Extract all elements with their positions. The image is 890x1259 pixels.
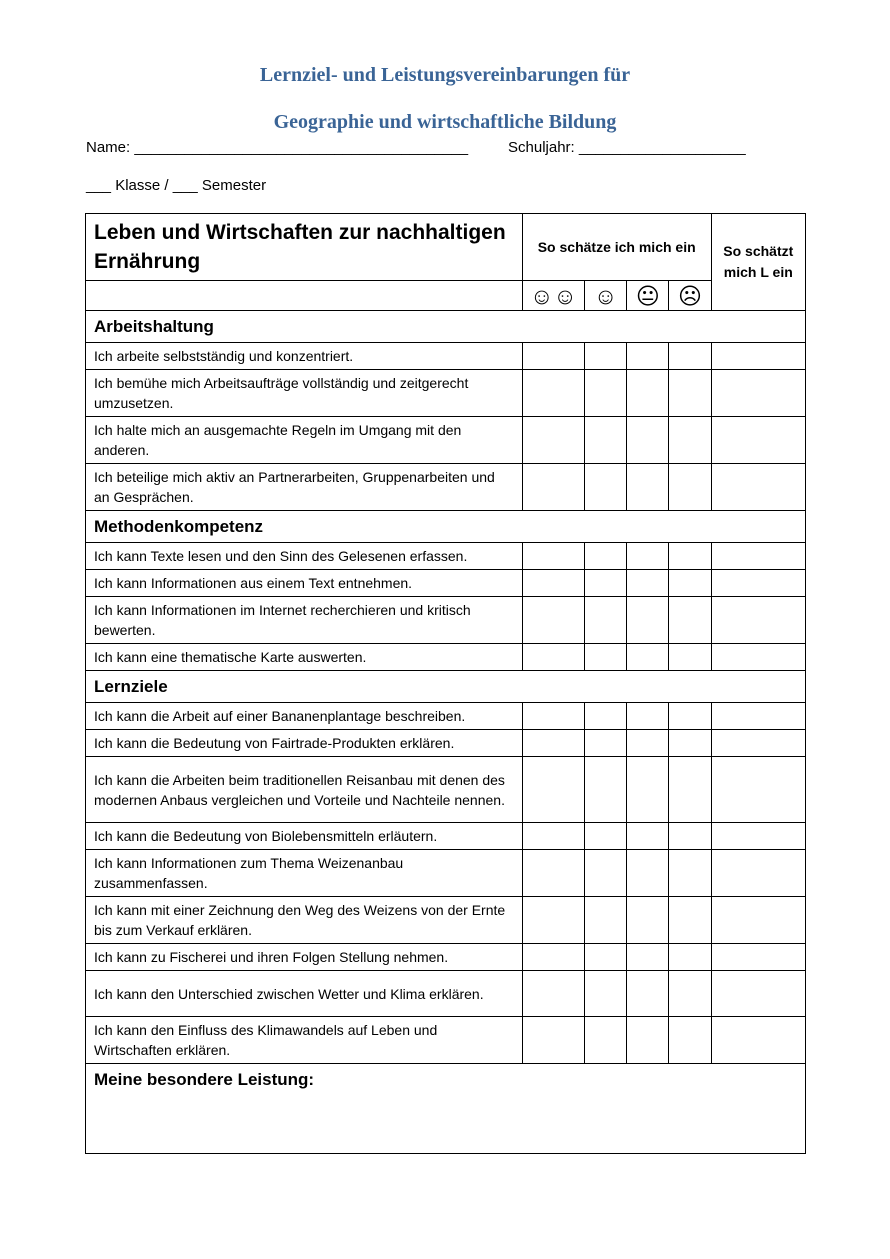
rating-neutral-cell[interactable] <box>627 343 669 370</box>
rating-neutral-cell[interactable] <box>627 570 669 597</box>
rating-poor-cell[interactable] <box>669 823 711 850</box>
rating-poor-cell[interactable] <box>669 1017 711 1064</box>
rating-very-good-cell[interactable] <box>522 1017 584 1064</box>
self-assessment-header: So schätze ich mich ein <box>522 214 711 281</box>
rating-good-cell[interactable] <box>585 823 627 850</box>
criterion-text: Ich kann mit einer Zeichnung den Weg des Weizens von der Ernte bis zum Verkauf erklären. <box>86 897 523 944</box>
rating-very-good-cell[interactable] <box>522 850 584 897</box>
teacher-rating-cell[interactable] <box>711 464 805 511</box>
teacher-rating-cell[interactable] <box>711 757 805 823</box>
name-field[interactable]: Name: ________________________________________ <box>86 139 469 156</box>
criterion-text: Ich kann die Bedeutung von Fairtrade-Produkten erklären. <box>86 730 523 757</box>
rating-neutral-cell[interactable] <box>627 644 669 671</box>
teacher-rating-cell[interactable] <box>711 644 805 671</box>
smiley-icon: ☺ <box>585 281 627 311</box>
rating-neutral-cell[interactable] <box>627 823 669 850</box>
table-row <box>86 597 806 644</box>
rating-good-cell[interactable] <box>585 464 627 511</box>
criterion-text: Ich kann den Unterschied zwischen Wetter und Klima erklären. <box>86 971 523 1017</box>
rating-very-good-cell[interactable] <box>522 543 584 570</box>
table-row <box>86 730 806 757</box>
rating-good-cell[interactable] <box>585 417 627 464</box>
rating-poor-cell[interactable] <box>669 343 711 370</box>
blank-header-cell <box>86 281 523 311</box>
criterion-text: Ich kann die Bedeutung von Biolebensmitteln erläutern. <box>86 823 523 850</box>
criterion-text: Ich kann eine thematische Karte auswerten. <box>86 644 523 671</box>
school-year-field[interactable]: Schuljahr: ____________________ <box>508 139 746 156</box>
rating-poor-cell[interactable] <box>669 850 711 897</box>
table-row <box>86 944 806 971</box>
neutral-face-icon: 😐 <box>627 281 669 311</box>
rating-poor-cell[interactable] <box>669 417 711 464</box>
criterion-text: Ich kann die Arbeiten beim traditionellen Reisanbau mit denen des modernen Anbaus vergleichen und Vorteile und Nachteile nennen. <box>86 757 523 823</box>
title-line-1: Lernziel- und Leistungsvereinbarungen für <box>259 64 631 86</box>
rating-neutral-cell[interactable] <box>627 597 669 644</box>
teacher-rating-cell[interactable] <box>711 850 805 897</box>
class-semester-field[interactable]: ___ Klasse / ___ Semester <box>86 177 267 194</box>
table-row <box>86 971 806 1017</box>
rating-poor-cell[interactable] <box>669 971 711 1017</box>
table-row <box>86 543 806 570</box>
rating-neutral-cell[interactable] <box>627 1017 669 1064</box>
teacher-rating-cell[interactable] <box>711 543 805 570</box>
special-performance-box[interactable]: Meine besondere Leistung: <box>86 1064 806 1154</box>
rating-good-cell[interactable] <box>585 757 627 823</box>
table-row <box>86 823 806 850</box>
criterion-text: Ich kann Informationen im Internet recherchieren und kritisch bewerten. <box>86 597 523 644</box>
rating-very-good-cell[interactable] <box>522 570 584 597</box>
rating-poor-cell[interactable] <box>669 703 711 730</box>
rating-poor-cell[interactable] <box>669 597 711 644</box>
rating-poor-cell[interactable] <box>669 543 711 570</box>
section-heading: Lernziele <box>86 671 806 703</box>
criterion-text: Ich halte mich an ausgemachte Regeln im Umgang mit den anderen. <box>86 417 523 464</box>
rating-very-good-cell[interactable] <box>522 644 584 671</box>
rating-good-cell[interactable] <box>585 944 627 971</box>
rating-very-good-cell[interactable] <box>522 971 584 1017</box>
rating-good-cell[interactable] <box>585 897 627 944</box>
criterion-text: Ich kann zu Fischerei und ihren Folgen Stellung nehmen. <box>86 944 523 971</box>
section-heading: Arbeitshaltung <box>86 311 806 343</box>
rating-good-cell[interactable] <box>585 971 627 1017</box>
rating-neutral-cell[interactable] <box>627 897 669 944</box>
table-row <box>86 370 806 417</box>
rating-very-good-cell[interactable] <box>522 823 584 850</box>
table-row <box>86 1017 806 1064</box>
rating-poor-cell[interactable] <box>669 944 711 971</box>
rating-good-cell[interactable] <box>585 370 627 417</box>
rating-poor-cell[interactable] <box>669 897 711 944</box>
main-heading: Leben und Wirtschaften zur nachhaltigen Ernährung <box>86 214 523 281</box>
criterion-text: Ich kann Informationen aus einem Text entnehmen. <box>86 570 523 597</box>
rating-very-good-cell[interactable] <box>522 370 584 417</box>
teacher-rating-cell[interactable] <box>711 370 805 417</box>
section-heading: Methodenkompetenz <box>86 511 806 543</box>
rating-very-good-cell[interactable] <box>522 703 584 730</box>
rating-poor-cell[interactable] <box>669 644 711 671</box>
rating-neutral-cell[interactable] <box>627 730 669 757</box>
rating-neutral-cell[interactable] <box>627 370 669 417</box>
rating-neutral-cell[interactable] <box>627 850 669 897</box>
criterion-text: Ich kann den Einfluss des Klimawandels auf Leben und Wirtschaften erklären. <box>86 1017 523 1064</box>
table-row <box>86 417 806 464</box>
rating-neutral-cell[interactable] <box>627 971 669 1017</box>
rating-very-good-cell[interactable] <box>522 417 584 464</box>
table-row <box>86 570 806 597</box>
rating-good-cell[interactable] <box>585 570 627 597</box>
rating-good-cell[interactable] <box>585 730 627 757</box>
rating-neutral-cell[interactable] <box>627 417 669 464</box>
rating-good-cell[interactable] <box>585 343 627 370</box>
rating-poor-cell[interactable] <box>669 757 711 823</box>
sad-face-icon: ☹ <box>669 281 711 311</box>
teacher-rating-cell[interactable] <box>711 971 805 1017</box>
teacher-rating-cell[interactable] <box>711 597 805 644</box>
teacher-rating-cell[interactable] <box>711 823 805 850</box>
rating-poor-cell[interactable] <box>669 464 711 511</box>
teacher-rating-cell[interactable] <box>711 730 805 757</box>
rating-very-good-cell[interactable] <box>522 944 584 971</box>
teacher-rating-cell[interactable] <box>711 570 805 597</box>
rating-very-good-cell[interactable] <box>522 730 584 757</box>
title-line-2: Geographie und wirtschaftliche Bildung <box>273 111 617 133</box>
table-row <box>86 644 806 671</box>
rating-good-cell[interactable] <box>585 597 627 644</box>
teacher-rating-cell[interactable] <box>711 417 805 464</box>
criterion-text: Ich kann Informationen zum Thema Weizenanbau zusammenfassen. <box>86 850 523 897</box>
table-row <box>86 703 806 730</box>
criterion-text: Ich kann Texte lesen und den Sinn des Gelesenen erfassen. <box>86 543 523 570</box>
criterion-text: Ich arbeite selbstständig und konzentriert. <box>86 343 523 370</box>
rating-good-cell[interactable] <box>585 703 627 730</box>
criterion-text: Ich kann die Arbeit auf einer Bananenplantage beschreiben. <box>86 703 523 730</box>
rating-poor-cell[interactable] <box>669 730 711 757</box>
rating-neutral-cell[interactable] <box>627 703 669 730</box>
rating-very-good-cell[interactable] <box>522 597 584 644</box>
rating-very-good-cell[interactable] <box>522 757 584 823</box>
table-row <box>86 757 806 823</box>
criterion-text: Ich bemühe mich Arbeitsaufträge vollständig und zeitgerecht umzusetzen. <box>86 370 523 417</box>
rating-good-cell[interactable] <box>585 850 627 897</box>
rating-very-good-cell[interactable] <box>522 343 584 370</box>
table-row <box>86 897 806 944</box>
rating-very-good-cell[interactable] <box>522 464 584 511</box>
teacher-rating-cell[interactable] <box>711 343 805 370</box>
rating-good-cell[interactable] <box>585 543 627 570</box>
rating-neutral-cell[interactable] <box>627 464 669 511</box>
rating-poor-cell[interactable] <box>669 570 711 597</box>
teacher-rating-cell[interactable] <box>711 1017 805 1064</box>
teacher-rating-cell[interactable] <box>711 703 805 730</box>
rating-neutral-cell[interactable] <box>627 944 669 971</box>
rating-good-cell[interactable] <box>585 1017 627 1064</box>
assessment-table <box>85 213 806 1154</box>
teacher-rating-cell[interactable] <box>711 944 805 971</box>
rating-good-cell[interactable] <box>585 644 627 671</box>
teacher-rating-cell[interactable] <box>711 897 805 944</box>
rating-neutral-cell[interactable] <box>627 543 669 570</box>
criterion-text: Ich beteilige mich aktiv an Partnerarbeiten, Gruppenarbeiten und an Gesprächen. <box>86 464 523 511</box>
rating-poor-cell[interactable] <box>669 370 711 417</box>
table-row <box>86 464 806 511</box>
table-row <box>86 850 806 897</box>
double-smiley-icon: ☺☺ <box>522 281 584 311</box>
teacher-assessment-header: So schätzt mich L ein <box>711 214 805 311</box>
rating-neutral-cell[interactable] <box>627 757 669 823</box>
rating-very-good-cell[interactable] <box>522 897 584 944</box>
table-row <box>86 343 806 370</box>
